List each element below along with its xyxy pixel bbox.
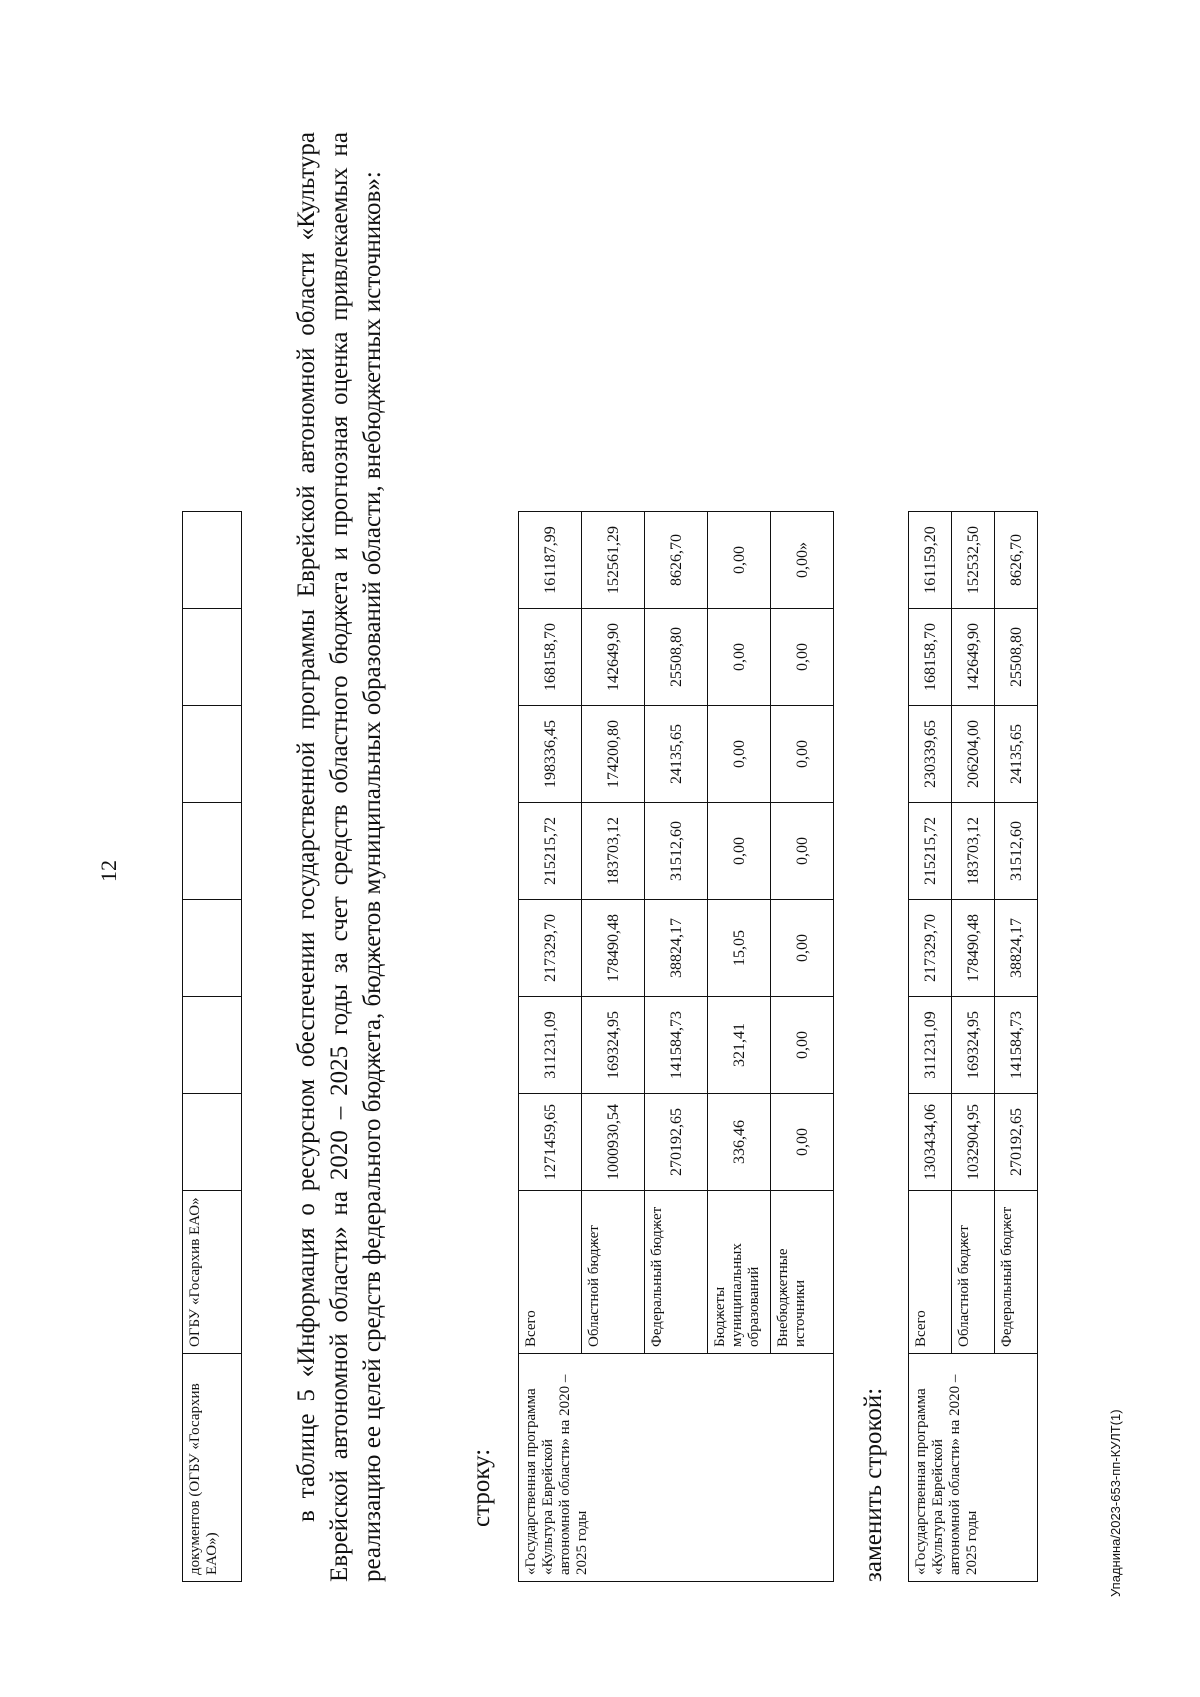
value-cell: 270192,65 — [995, 1094, 1038, 1191]
value-cell: 217329,70 — [519, 900, 582, 997]
value-cell: 168158,70 — [519, 609, 582, 706]
value-cell: 152532,50 — [952, 512, 995, 609]
funding-source-cell: Областной бюджет — [582, 1191, 645, 1354]
value-cell: 24135,65 — [995, 706, 1038, 803]
funding-source-cell: Всего — [909, 1191, 952, 1354]
value-cell: 25508,80 — [645, 609, 708, 706]
value-cell: 183703,12 — [582, 803, 645, 900]
program-name-cell: «Государственная программа «Культура Еврейской автономной области» на 2020 – 2025 годы — [909, 1354, 1038, 1582]
table-row — [183, 512, 242, 1582]
value-cell: 38824,17 — [995, 900, 1038, 997]
document-footer-code: Упаднина/2023-653-пп-КУЛТ(1) — [1108, 1409, 1123, 1597]
table-cell: документов (ОГБУ «Госархив ЕАО») — [183, 1354, 242, 1582]
value-cell: 270192,65 — [645, 1094, 708, 1191]
table-cell — [183, 512, 242, 609]
value-cell: 152561,29 — [582, 512, 645, 609]
value-cell: 8626,70 — [995, 512, 1038, 609]
funding-source-cell: Всего — [519, 1191, 582, 1354]
amendment-paragraph — [290, 132, 389, 1582]
value-cell: 1000930,54 — [582, 1094, 645, 1191]
program-name-cell: «Государственная программа «Культура Еврейской автономной области» на 2020 – 2025 годы — [519, 1354, 834, 1582]
new-row-table — [908, 511, 1038, 1582]
value-cell: 15,05 — [708, 900, 771, 997]
funding-source-cell: Внебюджетные источники — [771, 1191, 834, 1354]
value-cell: 0,00 — [708, 512, 771, 609]
value-cell: 321,41 — [708, 997, 771, 1094]
value-cell: 0,00 — [771, 900, 834, 997]
value-cell: 141584,73 — [645, 997, 708, 1094]
page-number: 12 — [96, 860, 121, 882]
value-cell: 1032904,95 — [952, 1094, 995, 1191]
value-cell: 142649,90 — [582, 609, 645, 706]
value-cell: 161187,99 — [519, 512, 582, 609]
value-cell: 25508,80 — [995, 609, 1038, 706]
value-cell: 0,00 — [771, 706, 834, 803]
value-cell: 198336,45 — [519, 706, 582, 803]
value-cell: 0,00 — [708, 706, 771, 803]
value-cell: 217329,70 — [909, 900, 952, 997]
table-cell — [183, 997, 242, 1094]
value-cell: 336,46 — [708, 1094, 771, 1191]
value-cell: 230339,65 — [909, 706, 952, 803]
table-row — [909, 512, 952, 1582]
value-cell: 0,00 — [771, 997, 834, 1094]
value-cell: 161159,20 — [909, 512, 952, 609]
value-cell: 1271459,65 — [519, 1094, 582, 1191]
value-cell: 0,00 — [771, 1094, 834, 1191]
table-cell — [183, 609, 242, 706]
funding-source-cell: Областной бюджет — [952, 1191, 995, 1354]
old-row-table — [518, 511, 834, 1582]
funding-source-cell: Федеральный бюджет — [645, 1191, 708, 1354]
value-cell: 178490,48 — [582, 900, 645, 997]
value-cell: 0,00 — [771, 803, 834, 900]
table-row — [519, 512, 582, 1582]
table-cell — [183, 900, 242, 997]
table-cell — [183, 706, 242, 803]
value-cell: 24135,65 — [645, 706, 708, 803]
previous-table-fragment — [182, 511, 242, 1582]
value-cell: 169324,95 — [952, 997, 995, 1094]
value-cell: 0,00» — [771, 512, 834, 609]
table-cell — [183, 1094, 242, 1191]
value-cell: 142649,90 — [952, 609, 995, 706]
funding-source-cell: Бюджеты муниципальных образований — [708, 1191, 771, 1354]
table-cell — [183, 803, 242, 900]
paragraph-text: в таблице 5 «Информация о ресурсном обеспечении государственной программы Еврейской автономной области «Культура Еврейской автономной области» на 2020 – 2025 годы за счет средств областного бюджета и прогнозная оценка привлекаемых на реализацию ее целей средств федерального бюджета, бюджетов муниципальных образований области, внебюджетных источников»: — [293, 132, 386, 1582]
value-cell: 311231,09 — [519, 997, 582, 1094]
value-cell: 174200,80 — [582, 706, 645, 803]
value-cell: 215215,72 — [909, 803, 952, 900]
table-cell: ОГБУ «Госархив ЕАО» — [183, 1191, 242, 1354]
replace-from-label: строку: — [468, 1448, 495, 1527]
value-cell: 141584,73 — [995, 997, 1038, 1094]
value-cell: 8626,70 — [645, 512, 708, 609]
value-cell: 0,00 — [708, 609, 771, 706]
value-cell: 169324,95 — [582, 997, 645, 1094]
value-cell: 31512,60 — [645, 803, 708, 900]
value-cell: 38824,17 — [645, 900, 708, 997]
value-cell: 178490,48 — [952, 900, 995, 997]
value-cell: 311231,09 — [909, 997, 952, 1094]
value-cell: 0,00 — [771, 609, 834, 706]
replace-to-label: заменить строкой: — [860, 1387, 887, 1582]
value-cell: 0,00 — [708, 803, 771, 900]
value-cell: 1303434,06 — [909, 1094, 952, 1191]
value-cell: 206204,00 — [952, 706, 995, 803]
value-cell: 215215,72 — [519, 803, 582, 900]
value-cell: 168158,70 — [909, 609, 952, 706]
value-cell: 183703,12 — [952, 803, 995, 900]
funding-source-cell: Федеральный бюджет — [995, 1191, 1038, 1354]
value-cell: 31512,60 — [995, 803, 1038, 900]
